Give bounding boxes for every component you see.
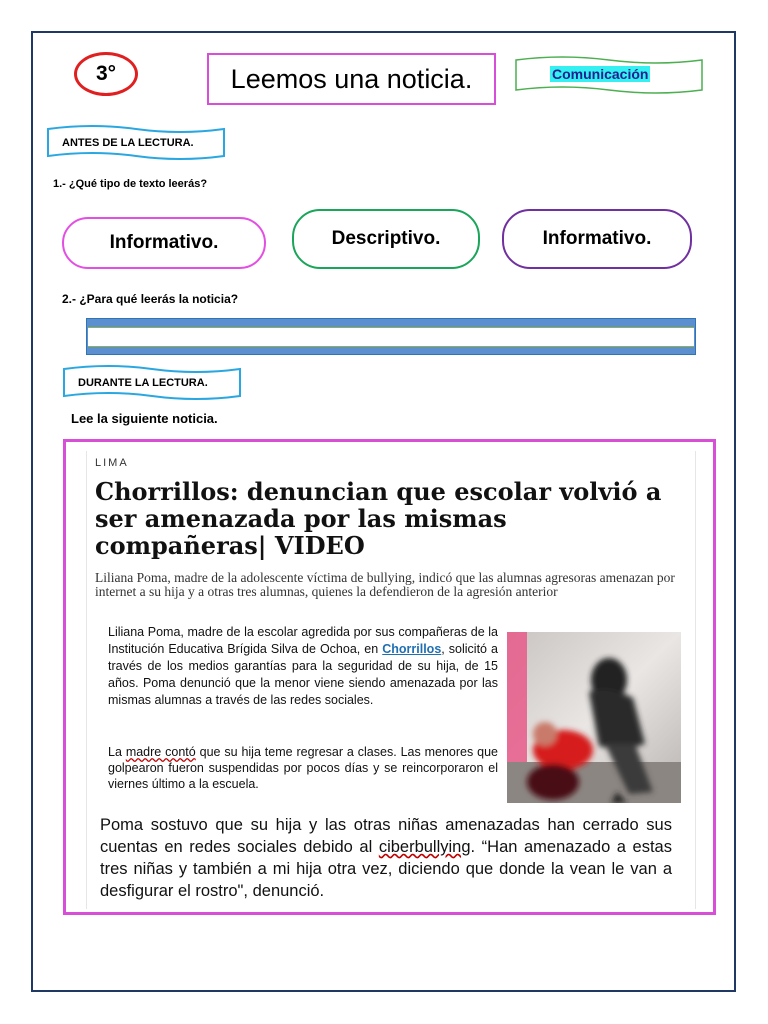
p2-text-a: La [108,745,126,759]
photo-illustration [507,632,681,803]
grade-badge [74,52,138,96]
p3-text-b: . “Han amenazado a estas tres niñas y también a mi hija otra vez, diciendo que donde la vean le van a desfigurar el rostro", denunció. [100,838,672,900]
chorrillos-link[interactable]: Chorrillos [382,642,442,656]
p2-underlined: madre contó [125,745,196,759]
reading-instruction: Lee la siguiente noticia. [71,411,218,426]
news-photo [507,632,681,803]
p1-text-a: Liliana Poma, madre de la escolar agredida por sus compañeras de la Institución Educativa Brígida Silva de Ochoa, en [108,625,498,656]
p1-text-b: , solicitó a través de los medios garantías para la seguridad de su hija, de 15 años. Poma denunció que la menor viene siendo amenazada por las mismas alumnas a través de las redes sociales. [108,642,498,707]
p3-text-a: Poma sostuvo que su hija y las otras niñas amenazadas han cerrado sus cuentas en redes sociales debido al [100,816,672,856]
p3-underlined: ciberbullying [378,838,471,856]
news-lead: Liliana Poma, madre de la adolescente víctima de bullying, indicó que las alumnas agresoras amenazan por internet a su hija y a otras tres alumnas, quienes la defendieron de la agresión anterior [95,570,675,599]
banner-during-reading [62,364,242,404]
answer-field[interactable] [86,318,696,355]
option-informativo-1[interactable] [62,217,266,269]
subject-banner [514,56,704,96]
option-descriptivo[interactable] [292,209,480,269]
news-section: LIMA [95,457,129,469]
banner-before-label: ANTES DE LA LECTURA. [62,137,194,149]
p2-text-b: que su hija teme regresar a clases. Las menores que golpearon fueron suspendidas por pocos días y se reincorporaron el viernes último a la escuela. [108,745,499,791]
option-label: Informativo. [542,228,652,249]
subject-label: Comunicación [552,66,649,82]
news-paragraph-1 [108,624,498,709]
question-2: 2.- ¿Para qué leerás la noticia? [62,292,239,306]
page-title [207,53,496,105]
page-title-text: Leemos una noticia. [230,63,473,94]
news-paragraph-2 [108,744,498,792]
option-informativo-2[interactable] [502,209,692,269]
answer-field-inner [88,327,694,347]
banner-during-label: DURANTE LA LECTURA. [78,377,208,389]
news-headline: Chorrillos: denuncian que escolar volvió a ser amenazada por las mismas compañeras| VIDEO [95,477,662,560]
grade-label: 3° [95,62,117,85]
news-paragraph-3 [100,814,672,902]
banner-before-reading [46,124,226,164]
question-1: 1.- ¿Qué tipo de texto leerás? [53,178,208,190]
option-label: Descriptivo. [331,228,441,249]
option-label: Informativo. [109,232,219,253]
